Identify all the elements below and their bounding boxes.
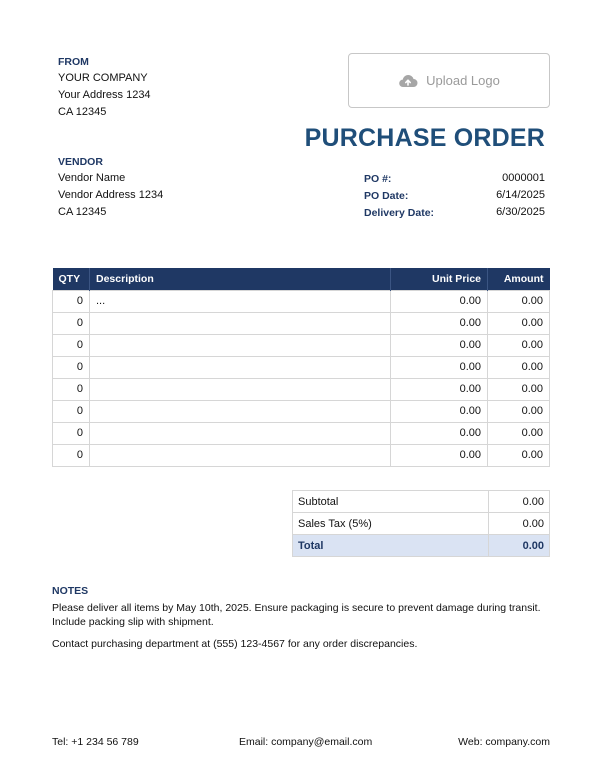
description-cell[interactable] [90, 312, 391, 334]
notes-text-1[interactable]: Please deliver all items by May 10th, 2025. Ensure packaging is secure to prevent damage during transit. Include packing slip with shipment. [52, 602, 541, 628]
unit-price-cell[interactable]: 0.00 [391, 356, 488, 378]
footer-web: Web: company.com [458, 736, 550, 748]
description-cell[interactable] [90, 422, 391, 444]
notes-text-2[interactable]: Contact purchasing department at (555) 123-4567 for any order discrepancies. [52, 638, 418, 650]
unit-price-cell[interactable]: 0.00 [391, 312, 488, 334]
from-address[interactable]: Your Address 1234 [58, 89, 151, 101]
qty-cell[interactable]: 0 [53, 356, 90, 378]
table-row [53, 422, 550, 444]
qty-header: QTY [53, 268, 90, 290]
from-city[interactable]: CA 12345 [58, 106, 107, 118]
unit-price-cell[interactable]: 0.00 [391, 334, 488, 356]
qty-cell[interactable]: 0 [53, 400, 90, 422]
document-title: PURCHASE ORDER [304, 124, 545, 152]
qty-cell[interactable]: 0 [53, 444, 90, 466]
unit-price-cell[interactable]: 0.00 [391, 400, 488, 422]
po-number-label: PO #: [364, 173, 392, 185]
delivery-date-value[interactable]: 6/30/2025 [496, 206, 545, 218]
unit-price-cell[interactable]: 0.00 [391, 444, 488, 466]
table-row [53, 356, 550, 378]
sales-tax-label: Sales Tax (5%) [293, 513, 489, 535]
delivery-date-label: Delivery Date: [364, 207, 435, 219]
amount-cell: 0.00 [488, 444, 550, 466]
total-value: 0.00 [489, 535, 550, 557]
upload-logo-button[interactable] [348, 53, 550, 108]
notes-label: NOTES [52, 585, 89, 597]
totals-table [292, 490, 550, 557]
description-cell[interactable] [90, 400, 391, 422]
amount-header: Amount [488, 268, 550, 290]
vendor-name[interactable]: Vendor Name [58, 172, 126, 184]
unit-price-header: Unit Price [391, 268, 488, 290]
upload-logo-label: Upload Logo [426, 73, 500, 88]
qty-cell[interactable]: 0 [53, 312, 90, 334]
amount-cell: 0.00 [488, 334, 550, 356]
items-header-row [53, 268, 550, 290]
footer-email: Email: company@email.com [239, 736, 373, 748]
footer-phone: Tel: +1 234 56 789 [52, 736, 139, 748]
qty-cell[interactable]: 0 [53, 378, 90, 400]
po-date-label: PO Date: [364, 190, 409, 202]
sales-tax-row [293, 513, 550, 535]
po-date-value[interactable]: 6/14/2025 [496, 189, 545, 201]
unit-price-cell[interactable]: 0.00 [391, 378, 488, 400]
from-company[interactable]: YOUR COMPANY [58, 72, 148, 84]
table-row [53, 334, 550, 356]
unit-price-cell[interactable]: 0.00 [391, 422, 488, 444]
items-table [52, 268, 550, 467]
vendor-address[interactable]: Vendor Address 1234 [58, 189, 164, 201]
po-number-value[interactable]: 0000001 [502, 172, 545, 184]
sales-tax-value: 0.00 [489, 513, 550, 535]
qty-cell[interactable]: 0 [53, 290, 90, 312]
table-row [53, 444, 550, 466]
amount-cell: 0.00 [488, 356, 550, 378]
amount-cell: 0.00 [488, 290, 550, 312]
total-label: Total [293, 535, 489, 557]
vendor-label: VENDOR [58, 156, 103, 168]
unit-price-cell[interactable]: 0.00 [391, 290, 488, 312]
cloud-upload-icon [398, 74, 418, 88]
description-cell[interactable] [90, 334, 391, 356]
description-cell[interactable] [90, 356, 391, 378]
subtotal-row [293, 491, 550, 513]
subtotal-label: Subtotal [293, 491, 489, 513]
amount-cell: 0.00 [488, 312, 550, 334]
table-row [53, 290, 550, 312]
qty-cell[interactable]: 0 [53, 422, 90, 444]
subtotal-value: 0.00 [489, 491, 550, 513]
description-cell[interactable]: ... [90, 290, 391, 312]
description-header: Description [90, 268, 391, 290]
description-cell[interactable] [90, 378, 391, 400]
vendor-city[interactable]: CA 12345 [58, 206, 107, 218]
description-cell[interactable] [90, 444, 391, 466]
table-row [53, 378, 550, 400]
total-row [293, 535, 550, 557]
amount-cell: 0.00 [488, 400, 550, 422]
qty-cell[interactable]: 0 [53, 334, 90, 356]
from-label: FROM [58, 56, 89, 68]
table-row [53, 312, 550, 334]
amount-cell: 0.00 [488, 422, 550, 444]
table-row [53, 400, 550, 422]
amount-cell: 0.00 [488, 378, 550, 400]
